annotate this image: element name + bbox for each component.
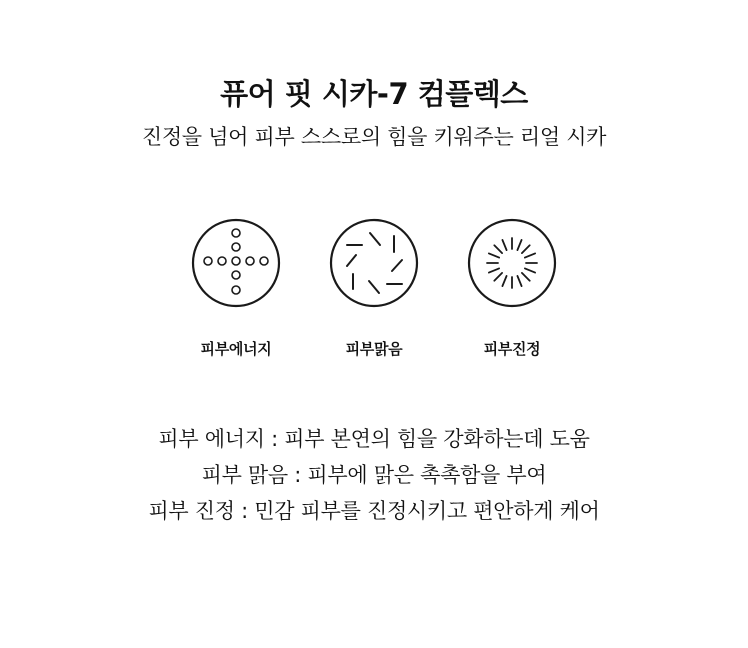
feature-descriptions bbox=[0, 421, 748, 529]
feature-label: 피부맑음 bbox=[345, 340, 403, 358]
feature-soothing bbox=[452, 218, 572, 359]
feature-label: 피부에너지 bbox=[200, 340, 272, 358]
radial-burst-icon bbox=[467, 218, 557, 308]
feature-clarity bbox=[314, 218, 434, 359]
dots-cross-icon bbox=[191, 218, 281, 308]
feature-label: 피부진정 bbox=[483, 340, 541, 358]
description-line-clarity: 피부 맑음 : 피부에 맑은 촉촉함을 부여 bbox=[201, 463, 547, 487]
page-title: 퓨어 핏 시카-7 컴플렉스 bbox=[220, 77, 528, 111]
description-line-energy: 피부 에너지 : 피부 본연의 힘을 강화하는데 도움 bbox=[158, 427, 590, 451]
page-subtitle: 진정을 넘어 피부 스스로의 힘을 키워주는 리얼 시카 bbox=[141, 125, 607, 149]
description-line-soothing: 피부 진정 : 민감 피부를 진정시키고 편안하게 케어 bbox=[148, 499, 600, 523]
feature-energy bbox=[176, 218, 296, 359]
feature-icons bbox=[0, 218, 748, 358]
aperture-icon bbox=[329, 218, 419, 308]
